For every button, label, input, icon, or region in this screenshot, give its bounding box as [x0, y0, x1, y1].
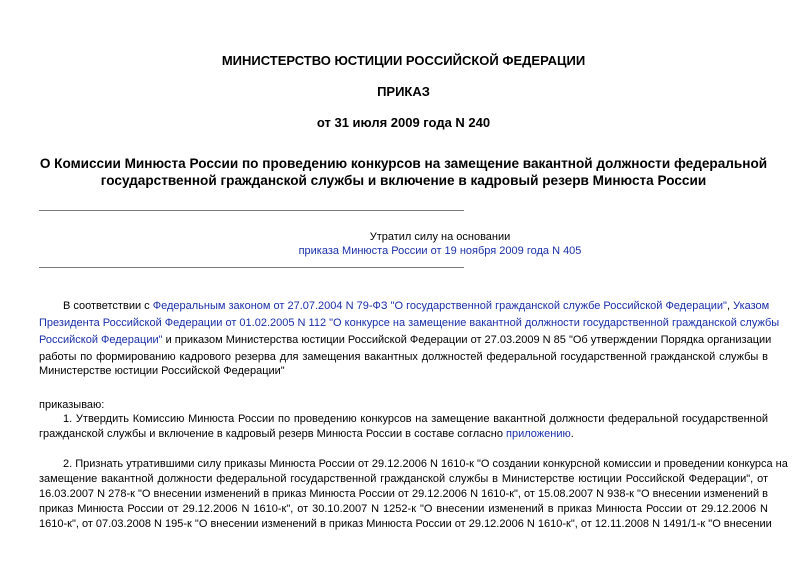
- preamble-line-4: работы по формированию кадрового резерва для замещения вакантных должностей федеральной государственной гражданской службы в: [39, 351, 768, 363]
- preamble-line-1: [63, 299, 769, 313]
- item-2-line-4: приказ Минюста России от 29.12.2006 N 1610-к", от 30.10.2007 N 1252-к "О внесении изменений в приказ Минюста России от 29.12.2006 N: [39, 503, 768, 515]
- item-2-line-1: 2. Признать утратившими силу приказы Минюста России от 29.12.2006 N 1610-к "О создании конкурсной комиссии и проведении конкурса на: [63, 458, 788, 470]
- preamble-line-2: [39, 316, 779, 330]
- appendix-link[interactable]: приложению: [506, 428, 571, 440]
- item-2-line-2: замещение вакантной должности федеральной государственной гражданской службы в Министерстве юстиции Российской Федерации", от: [39, 473, 768, 485]
- document-date-number: от 31 июля 2009 года N 240: [316, 115, 491, 130]
- document-title-line-1: О Комиссии Минюста России по проведению конкурсов на замещение вакантной должности федеральной: [39, 156, 768, 171]
- presidential-decree-link-cont[interactable]: Президента Российской Федерации от 01.02.2005 N 112 "О конкурсе на замещение вакантной должности государственной гражданской службы: [39, 317, 780, 329]
- preamble-text: и приказом Министерства юстиции Российской Федерации от 27.03.2009 N 85 "Об утверждении Порядка организации: [162, 334, 772, 346]
- item-2-line-5: 1610-к", от 07.03.2008 N 195-к "О внесении изменений в приказ Минюста России от 29.12.2006 N 1610-к", от 12.11.2008 N 1491/1-к "О внесении: [39, 518, 772, 530]
- orders-label: приказываю:: [39, 399, 105, 411]
- preamble-separator: ,: [726, 300, 734, 312]
- repeal-order-link[interactable]: приказа Минюста России от 19 ноября 2009 года N 405: [298, 245, 582, 257]
- item-1-text-end: .: [570, 428, 574, 440]
- document-type: ПРИКАЗ: [377, 84, 430, 99]
- federal-law-link[interactable]: Федеральным законом от 27.07.2004 N 79-ФЗ "О государственной гражданской службе Российской Федерации": [152, 300, 727, 312]
- item-2-line-3: 16.03.2007 N 278-к "О внесении изменений в приказ Минюста России от 29.12.2006 N 1610-к", от 15.08.2007 N 938-к "О внесении изменений в: [39, 488, 768, 500]
- preamble-text: В соответствии с: [63, 300, 153, 312]
- preamble-line-5: Министерстве юстиции Российской Федерации": [39, 365, 285, 377]
- document-title-line-2: государственной гражданской службы и включение в кадровый резерв Минюста России: [100, 173, 707, 188]
- presidential-decree-link-end[interactable]: Российской Федерации": [39, 334, 163, 346]
- item-1-line-1: 1. Утвердить Комиссию Минюста России по проведению конкурсов на замещение вакантной должности федеральной государственной: [63, 413, 768, 425]
- ministry-heading: МИНИСТЕРСТВО ЮСТИЦИИ РОССИЙСКОЙ ФЕДЕРАЦИИ: [221, 53, 586, 68]
- status-note-link-line: [250, 244, 630, 258]
- divider-bottom: [39, 267, 464, 268]
- item-1-line-2: [39, 427, 574, 441]
- status-note-text: Утратил силу на основании: [369, 231, 511, 243]
- item-1-text: гражданской службы и включение в кадровый резерв Минюста России в составе согласно: [39, 428, 507, 440]
- presidential-decree-link[interactable]: Указом: [733, 300, 770, 312]
- divider-top: [39, 210, 464, 211]
- preamble-line-3: [39, 333, 771, 347]
